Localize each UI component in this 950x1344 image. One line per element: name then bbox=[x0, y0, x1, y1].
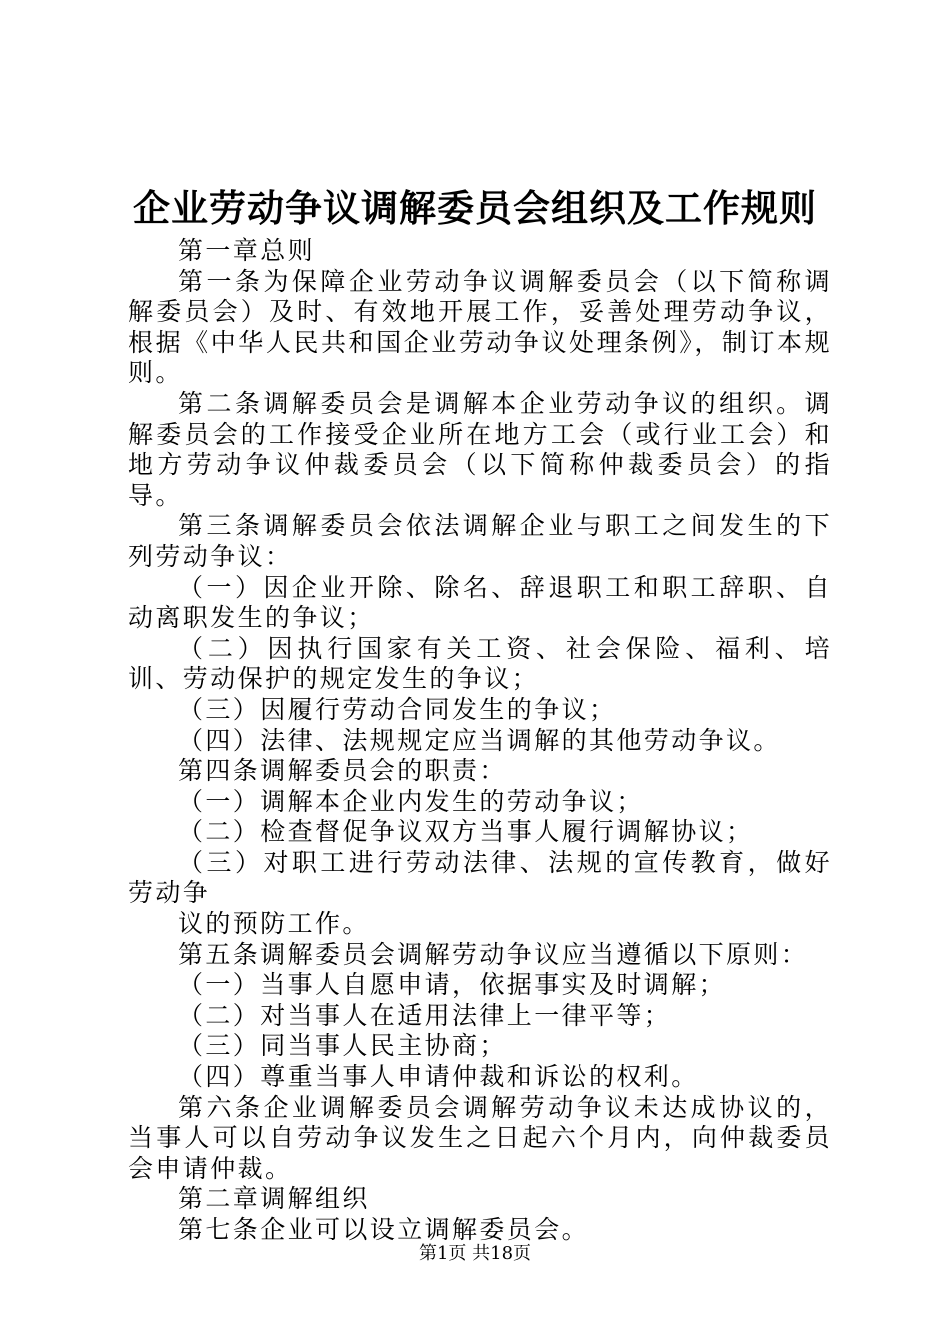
article-paragraph: 第七条企业可以设立调解委员会。 bbox=[178, 1215, 590, 1244]
continuation-paragraph: 议的预防工作。 bbox=[178, 909, 370, 939]
list-item-paragraph: （三）对职工进行劳动法律、法规的宣传教育，做好劳动争 bbox=[128, 847, 832, 908]
list-item-paragraph: （三）同当事人民主协商； bbox=[178, 1031, 507, 1061]
chapter-heading: 第二章调解组织 bbox=[178, 1184, 370, 1214]
list-item-paragraph: （一）当事人自愿申请，依据事实及时调解； bbox=[178, 970, 727, 1000]
chapter-heading: 第一章总则 bbox=[178, 236, 316, 265]
document-title: 企业劳动争议调解委员会组织及工作规则 bbox=[133, 186, 817, 230]
list-item-paragraph: （四）法律、法规规定应当调解的其他劳动争议。 bbox=[178, 725, 781, 755]
list-item-paragraph: （一）调解本企业内发生的劳动争议； bbox=[178, 786, 644, 816]
list-item-paragraph: （一）因企业开除、除名、辞退职工和职工辞职、自动离职发生的争议； bbox=[128, 572, 832, 633]
document-body bbox=[128, 236, 832, 1246]
list-item-paragraph: （二）检查督促争议双方当事人履行调解协议； bbox=[178, 817, 754, 847]
article-paragraph: 第一条为保障企业劳动争议调解委员会（以下简称调解委员会）及时、有效地开展工作，妥善处理劳动争议，根据《中华人民共和国企业劳动争议处理条例》，制订本规则。 bbox=[128, 266, 832, 388]
article-paragraph: 第五条调解委员会调解劳动争议应当遵循以下原则： bbox=[178, 939, 809, 969]
list-item-paragraph: （四）尊重当事人申请仲裁和诉讼的权利。 bbox=[178, 1062, 699, 1092]
page-number-footer: 第1页 共18页 bbox=[418, 1243, 532, 1264]
article-paragraph: 第四条调解委员会的职责： bbox=[178, 756, 507, 786]
article-paragraph: 第三条调解委员会依法调解企业与职工之间发生的下列劳动争议： bbox=[128, 511, 832, 571]
list-item-paragraph: （二）因执行国家有关工资、社会保险、福利、培训、劳动保护的规定发生的争议； bbox=[128, 633, 832, 694]
article-paragraph: 第二条调解委员会是调解本企业劳动争议的组织。调解委员会的工作接受企业所在地方工会（或行业工会）和地方劳动争议仲裁委员会（以下简称仲裁委员会）的指导。 bbox=[128, 388, 832, 510]
article-paragraph: 第六条企业调解委员会调解劳动争议未达成协议的，当事人可以自劳动争议发生之日起六个月内，向仲裁委员会申请仲裁。 bbox=[128, 1092, 832, 1183]
list-item-paragraph: （三）因履行劳动合同发生的争议； bbox=[178, 694, 617, 724]
list-item-paragraph: （二）对当事人在适用法律上一律平等； bbox=[178, 1000, 672, 1030]
